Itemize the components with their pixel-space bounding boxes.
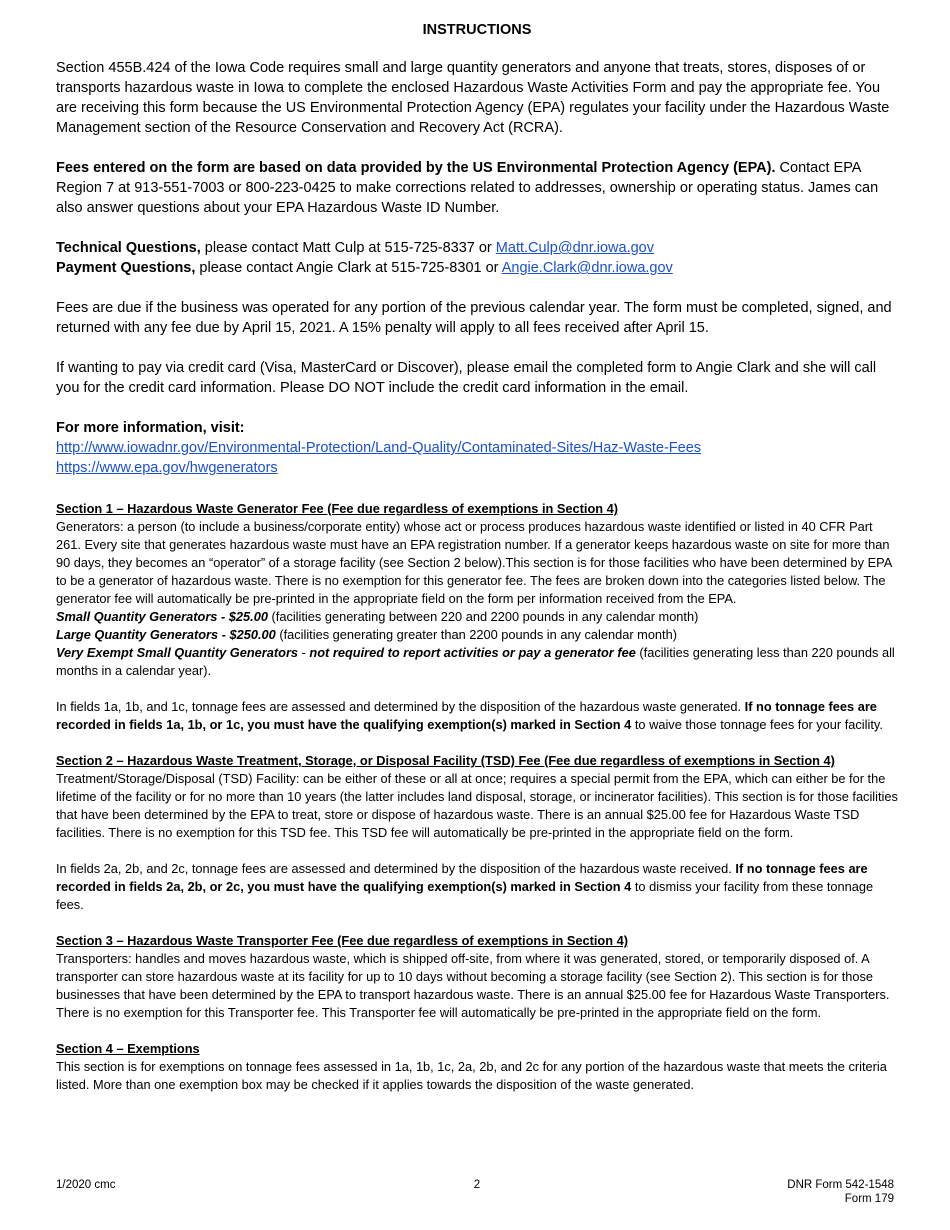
due-paragraph: Fees are due if the business was operated for any portion of the previous calendar year. The form must be completed, signed, and returned with any fee due by April 15, 2021. A 15% penalty will apply to all fees received after April 15. <box>56 300 892 336</box>
epa-link[interactable]: https://www.epa.gov/hwgenerators <box>56 460 278 476</box>
more-info-link-1-line <box>56 438 898 458</box>
sqg-label: Small Quantity Generators - $25.00 <box>56 609 268 624</box>
section3-body: Transporters: handles and moves hazardous waste, which is shipped off-site, from where it was generated, stored, or temporarily disposed of. A transporter can store hazardous waste at its facility for up to 10 days without becoming a storage facility (see Section 2). This section is for those businesses that have been determined by the EPA to transport hazardous waste. There is an annual $25.00 fee for Hazardous Waste Transporters. There is no exemption for this Transporter fee. This Transporter fee will automatically be pre-printed in the appropriate field on the form. <box>56 951 890 1020</box>
section1-heading: Section 1 – Hazardous Waste Generator Fee (Fee due regardless of exemptions in Section 4) <box>56 501 619 516</box>
section1-body: Generators: a person (to include a business/corporate entity) whose act or process produces hazardous waste identified or listed in 40 CFR Part 261. Every site that generates hazardous waste must have an EPA registration number. If a generator keeps hazardous waste on site for more than 90 days, they becomes an “operator” of a storage facility (see Section 2 below).This section is for those facilities who have been determined by EPA to be a generator of hazardous waste. There is no exemption for this generator fee. The fees are broken down into the categories listed below. The generator fee will automatically be pre-printed in the appropriate field on the form per information received from the EPA. <box>56 519 892 606</box>
more-info-link-2-line <box>56 458 898 478</box>
vsqg-line: Very Exempt Small Quantity Generators - not required to report activities or pay a generator fee (facilities generating less than 220 pounds all months in a calendar year). <box>56 645 895 678</box>
section2-fields-paragraph: In fields 2a, 2b, and 2c, tonnage fees are assessed and determined by the disposition of the hazardous waste received. If no tonnage fees are recorded in fields 2a, 2b, or 2c, you must have the qualifying exemption(s) marked in Section 4 to dismiss your facility from these tonnage fees. <box>56 861 874 912</box>
fees-text: Contact EPA Region 7 at 913-551-7003 or 800-223-0425 to make corrections related to addresses, ownership or operating status. James can also answer questions about your EPA Hazardous Waste ID Number. <box>56 160 879 216</box>
section2-body: Treatment/Storage/Disposal (TSD) Facility: can be either of these or all at once; requires a special permit from the EPA, which can either be for the lifetime of the facility or for no more than 10 years (the latter includes land disposal, storage, or incinerator facilities). This section is for those facilities that have been determined by the EPA to treat, store or dispose of hazardous waste. There is an annual $25.00 fee for Hazardous Waste TSD facilities. There is no exemption for this TSD fee. This TSD fee will automatically be pre-printed in the appropriate field on the form. <box>56 771 898 840</box>
section4-heading: Section 4 – Exemptions <box>56 1041 200 1056</box>
lqg-line: Large Quantity Generators - $250.00 (facilities generating greater than 2200 pounds in any calendar month) <box>56 627 677 642</box>
payment-contact <box>56 258 898 278</box>
page-title: INSTRUCTIONS <box>422 22 532 38</box>
iowadnr-link[interactable]: http://www.iowadnr.gov/Environmental-Protection/Land-Quality/Contaminated-Sites/Haz-Waste-Fees <box>56 440 702 456</box>
technical-text: please contact Matt Culp at 515-725-8337 or <box>200 240 496 256</box>
payment-email-link[interactable]: Angie.Clark@dnr.iowa.gov <box>501 260 673 276</box>
intro-paragraph: Section 455B.424 of the Iowa Code requires small and large quantity generators and anyone that treats, stores, disposes of or transports hazardous waste in Iowa to complete the enclosed Hazardous Waste Activities Form and pay the appropriate fee. You are receiving this form because the US Environmental Protection Agency (EPA) regulates your facility under the Hazardous Waste Management section of the Resource Conservation and Recovery Act (RCRA). <box>56 60 890 136</box>
footer-revision: 1/2020 cmc <box>56 1179 116 1191</box>
more-info-label: For more information, visit: <box>56 420 245 436</box>
document-page <box>56 22 898 1094</box>
technical-label: Technical Questions, <box>56 240 201 256</box>
section3-heading: Section 3 – Hazardous Waste Transporter Fee (Fee due regardless of exemptions in Section 4) <box>56 933 628 948</box>
technical-email-link[interactable]: Matt.Culp@dnr.iowa.gov <box>495 240 654 256</box>
fees-paragraph <box>56 158 898 218</box>
footer-page-number: 2 <box>473 1179 481 1191</box>
lqg-label: Large Quantity Generators - $250.00 <box>56 627 276 642</box>
payment-label: Payment Questions, <box>56 260 196 276</box>
technical-contact <box>56 238 898 258</box>
footer-form-number: DNR Form 542-1548 Form 179 <box>787 1179 894 1205</box>
vsqg-note: not required to report activities or pay a generator fee <box>309 645 636 660</box>
sqg-line: Small Quantity Generators - $25.00 (facilities generating between 220 and 2200 pounds in any calendar month) <box>56 609 699 624</box>
credit-card-paragraph: If wanting to pay via credit card (Visa, MasterCard or Discover), please email the completed form to Angie Clark and she will call you for the credit card information. Please DO NOT include the credit card information in the email. <box>56 360 877 396</box>
section4-body: This section is for exemptions on tonnage fees assessed in 1a, 1b, 1c, 2a, 2b, and 2c for any portion of the hazardous waste that meets the criteria listed. More than one exemption box may be checked if it applies towards the disposition of the waste generated. <box>56 1059 887 1092</box>
vsqg-label: Very Exempt Small Quantity Generators <box>56 645 299 660</box>
payment-text: please contact Angie Clark at 515-725-8301 or <box>195 260 502 276</box>
fees-bold-text: Fees entered on the form are based on data provided by the US Environmental Protection Agency (EPA). <box>56 160 776 176</box>
section1-fields-paragraph: In fields 1a, 1b, and 1c, tonnage fees are assessed and determined by the disposition of the hazardous waste generated. If no tonnage fees are recorded in fields 1a, 1b, or 1c, you must have the qualifying exemption(s) marked in Section 4 to waive those tonnage fees for your facility. <box>56 699 883 732</box>
section2-heading: Section 2 – Hazardous Waste Treatment, Storage, or Disposal Facility (TSD) Fee (Fee due regardless of exemptions in Section 4) <box>56 753 835 768</box>
